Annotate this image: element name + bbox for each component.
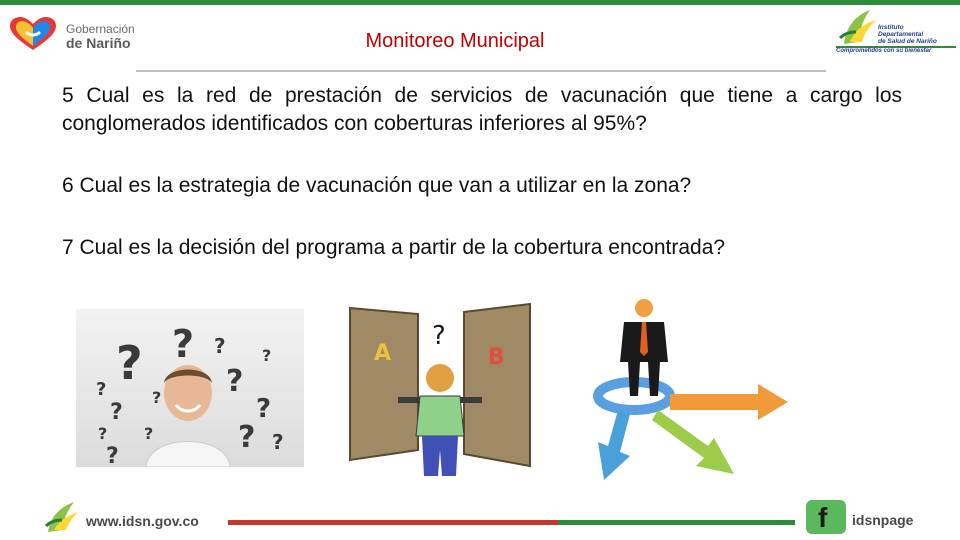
gobernacion-text [66, 22, 135, 51]
question-6: 6 Cual es la estrategia de vacunación que van a utilizar en la zona? [62, 174, 692, 197]
gobernacion-logo [8, 16, 148, 56]
svg-text:?: ? [106, 444, 119, 467]
svg-text:?: ? [256, 394, 272, 424]
leaf-logo-icon [836, 8, 880, 46]
door-a-label: A [374, 341, 392, 366]
idsn-line-2: Departamental [878, 31, 924, 38]
idsn-line-1: Instituto [878, 24, 904, 31]
page-title: Monitoreo Municipal [365, 30, 545, 52]
svg-text:?: ? [226, 364, 244, 399]
svg-text:?: ? [116, 336, 143, 390]
door-b-label: B [488, 345, 505, 370]
svg-text:?: ? [272, 430, 284, 454]
svg-text:?: ? [98, 424, 108, 443]
question-marks-illustration [76, 309, 304, 467]
facebook-letter: f [818, 502, 828, 533]
question-7: 7 Cual es la decisión del programa a partir de la cobertura encontrada? [62, 236, 726, 259]
idsn-line-3: de Salud de Nariño [878, 38, 937, 45]
idsn-logo [836, 8, 956, 60]
doors-decision-image [346, 300, 536, 480]
svg-text:?: ? [172, 322, 195, 366]
questions-block [62, 82, 902, 262]
top-accent-bar [0, 0, 960, 5]
question-5: 5 Cual es la red de prestación de servicios de vacunación que tiene a cargo los conglomerados identificados con coberturas inferiores al 95%? [62, 84, 902, 135]
door-question-mark: ? [432, 321, 446, 351]
heart-logo-icon [8, 16, 58, 52]
decision-arrows-image [588, 296, 798, 482]
svg-text:?: ? [110, 400, 123, 425]
social-handle-link[interactable]: idsnpage [852, 512, 914, 528]
org-line-2: de Nariño [66, 35, 131, 51]
svg-text:?: ? [152, 388, 162, 407]
facebook-icon[interactable] [806, 500, 846, 534]
org-line-1: Gobernación [66, 22, 135, 36]
footer-leaf-logo-icon [44, 500, 80, 534]
footer-line-green [558, 520, 795, 525]
footer-line-red [228, 520, 558, 525]
svg-text:?: ? [214, 334, 226, 358]
thinking-man-image [76, 309, 304, 467]
doors-illustration [346, 300, 536, 480]
svg-text:?: ? [238, 420, 256, 455]
title-underline [136, 70, 826, 72]
crossroads-illustration [588, 296, 798, 482]
idsn-tagline: Comprometidos con su bienestar [836, 48, 932, 54]
svg-text:?: ? [262, 346, 272, 365]
svg-text:?: ? [144, 424, 154, 443]
svg-text:?: ? [96, 379, 107, 400]
idsn-name [878, 24, 937, 45]
website-link[interactable]: www.idsn.gov.co [86, 513, 199, 529]
